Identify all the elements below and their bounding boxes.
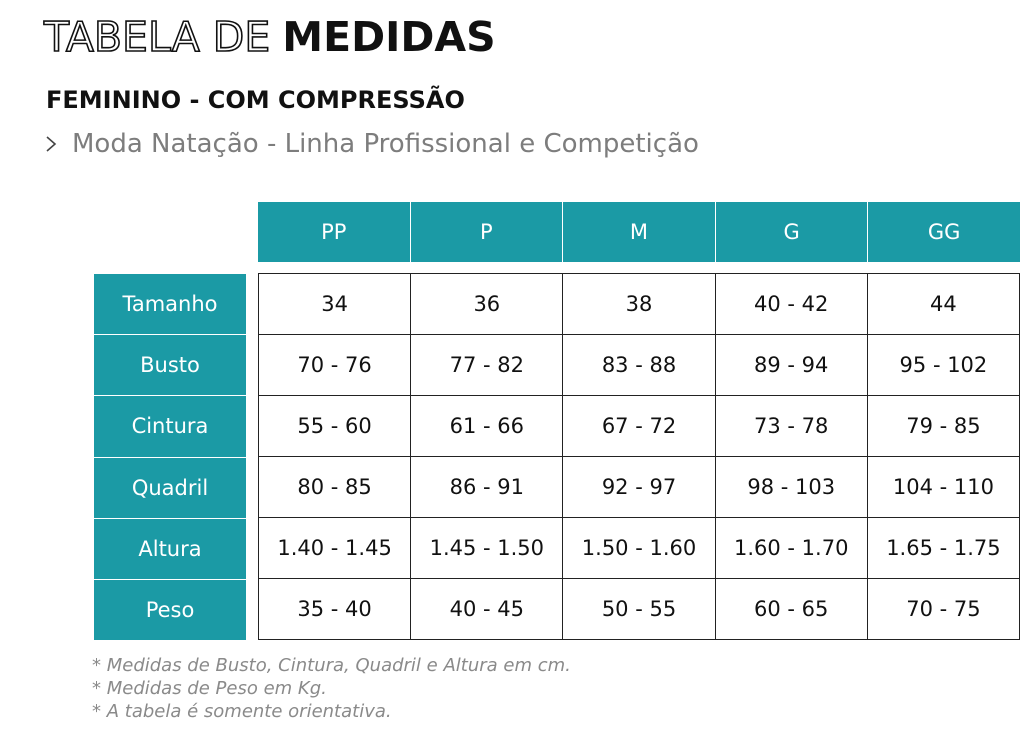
size-header-gg: GG	[927, 220, 961, 244]
table-cell: 77 - 82	[411, 335, 563, 395]
table-cell: 1.45 - 1.50	[411, 518, 563, 578]
product-line	[42, 129, 699, 159]
table-row	[259, 396, 1019, 457]
size-header-g: G	[716, 202, 869, 262]
chevron-right-icon	[42, 129, 62, 159]
table-cell: 95 - 102	[899, 353, 988, 377]
footnote-units-cm: * Medidas de Busto, Cintura, Quadril e Altura em cm.	[92, 655, 571, 676]
footnote-units-kg: * Medidas de Peso em Kg.	[92, 678, 327, 699]
table-cell: 40 - 45	[411, 579, 563, 639]
table-row	[259, 335, 1019, 396]
table-cell: 92 - 97	[563, 457, 715, 517]
table-cell: 67 - 72	[563, 396, 715, 456]
section-subtitle: FEMININO - COM COMPRESSÃO	[46, 86, 465, 114]
row-label-busto: Busto	[94, 335, 246, 396]
table-row	[259, 518, 1019, 579]
table-row	[259, 457, 1019, 518]
table-cell: 80 - 85	[259, 457, 411, 517]
table-cell: 70 - 76	[259, 335, 411, 395]
table-cell: 1.60 - 1.70	[716, 518, 868, 578]
row-labels-column	[94, 274, 246, 640]
title-outline-text: TABELA DE	[44, 13, 271, 61]
product-line-text: Moda Natação - Linha Profissional e Competição	[72, 129, 699, 159]
table-cell: 86 - 91	[411, 457, 563, 517]
table-cell: 38	[563, 274, 715, 334]
table-row	[259, 579, 1019, 639]
footnotes	[92, 654, 571, 723]
table-cell: 70 - 75	[906, 597, 981, 621]
table-cell: 61 - 66	[411, 396, 563, 456]
page-title	[44, 14, 496, 60]
table-cell: 55 - 60	[259, 396, 411, 456]
row-label-altura: Altura	[94, 519, 246, 580]
row-label-tamanho: Tamanho	[94, 274, 246, 335]
row-label-peso: Peso	[145, 597, 195, 622]
row-label-cintura: Cintura	[94, 396, 246, 457]
table-cell: 44	[930, 292, 957, 316]
table-cell: 104 - 110	[892, 475, 994, 499]
table-cell: 1.50 - 1.60	[563, 518, 715, 578]
table-cell: 35 - 40	[259, 579, 411, 639]
footnote-disclaimer: * A tabela é somente orientativa.	[92, 701, 392, 722]
measurements-table	[258, 273, 1020, 640]
table-cell: 1.65 - 1.75	[886, 536, 1001, 560]
table-cell: 1.40 - 1.45	[259, 518, 411, 578]
row-label-quadril: Quadril	[94, 458, 246, 519]
table-cell: 73 - 78	[716, 396, 868, 456]
table-row	[259, 274, 1019, 335]
table-cell: 79 - 85	[906, 414, 981, 438]
size-header-m: M	[563, 202, 716, 262]
title-bold-text: MEDIDAS	[282, 13, 496, 61]
table-cell: 83 - 88	[563, 335, 715, 395]
table-cell: 60 - 65	[716, 579, 868, 639]
size-header-p: P	[411, 202, 564, 262]
size-header-pp: PP	[258, 202, 411, 262]
table-cell: 40 - 42	[716, 274, 868, 334]
table-cell: 36	[411, 274, 563, 334]
table-cell: 34	[259, 274, 411, 334]
size-header-row	[258, 202, 1020, 262]
table-cell: 98 - 103	[716, 457, 868, 517]
table-cell: 89 - 94	[716, 335, 868, 395]
table-cell: 50 - 55	[563, 579, 715, 639]
